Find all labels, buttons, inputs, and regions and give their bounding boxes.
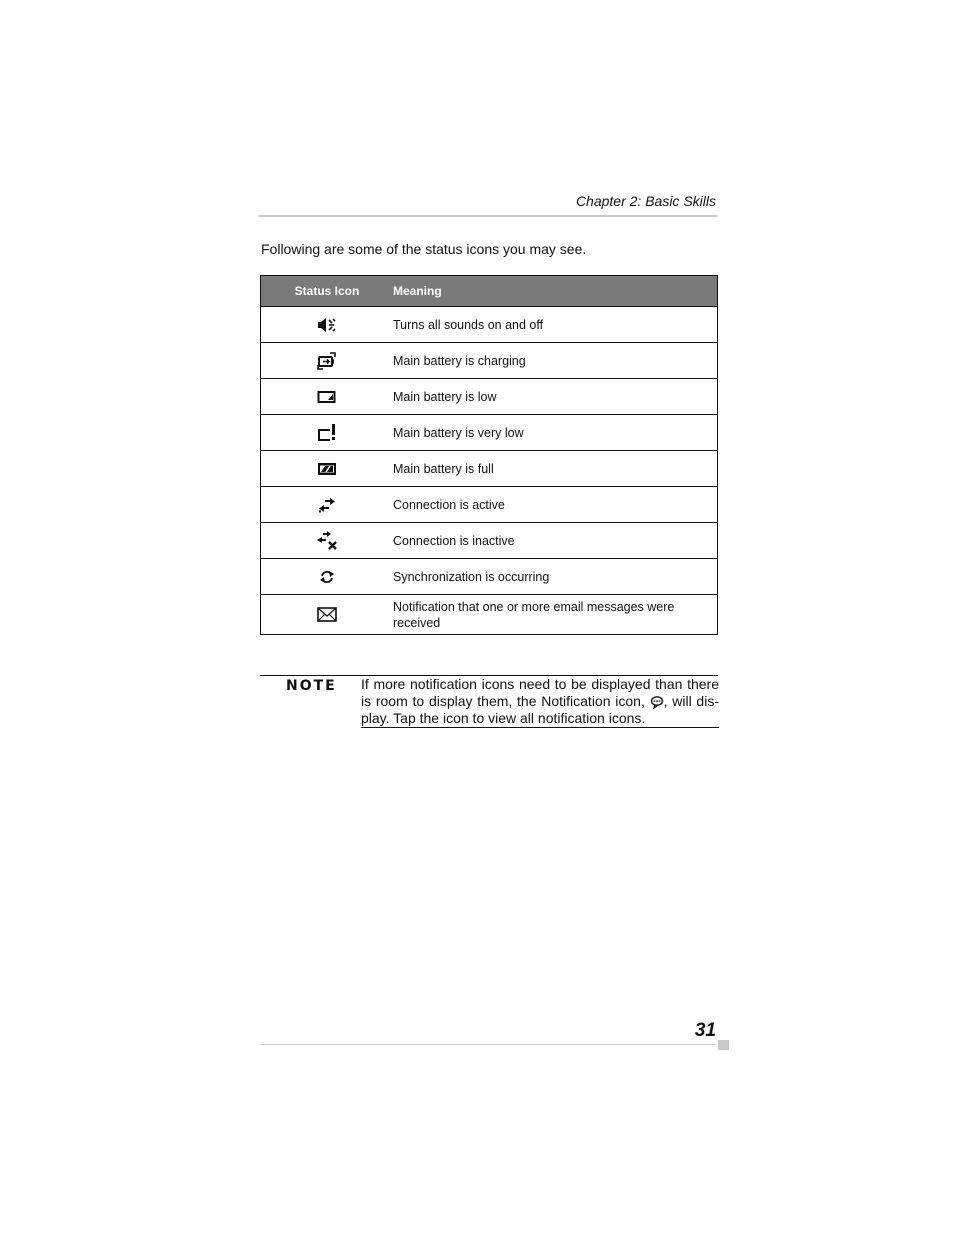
connection-active-icon: [318, 497, 336, 513]
intro-text: Following are some of the status icons you may see.: [261, 241, 587, 257]
icon-cell: [261, 343, 394, 379]
meaning-cell: Connection is inactive: [393, 523, 718, 559]
note-rule-bottom: [361, 727, 719, 728]
header-rule: [259, 215, 717, 217]
note-text: [361, 676, 719, 727]
meaning-cell: Connection is active: [393, 487, 718, 523]
table-row: [261, 451, 718, 487]
status-icon-table: [260, 275, 718, 635]
meaning-cell: Main battery is charging: [393, 343, 718, 379]
icon-cell: [261, 559, 394, 595]
icon-cell: [261, 451, 394, 487]
meaning-cell: Main battery is full: [393, 451, 718, 487]
battery-low-icon: [317, 390, 337, 404]
table-row: [261, 595, 718, 635]
battery-full-icon: [317, 462, 337, 476]
table-header-row: [261, 276, 718, 307]
table-row: [261, 559, 718, 595]
meaning-cell: Main battery is very low: [393, 415, 718, 451]
connection-inactive-icon: [316, 531, 338, 551]
table-row: [261, 487, 718, 523]
page-number: 31: [694, 1020, 716, 1041]
email-icon: [317, 607, 337, 622]
note-text-before: If more notification icons need to be displayed than there is room to display them, the Notification icon,: [361, 676, 719, 709]
table-row: [261, 307, 718, 343]
icon-cell: [261, 415, 394, 451]
table-row: [261, 415, 718, 451]
notification-icon: [650, 695, 664, 709]
speaker-icon: [317, 317, 337, 333]
icon-cell: [261, 307, 394, 343]
battery-very-low-icon: [317, 423, 337, 443]
icon-cell: [261, 379, 394, 415]
icon-cell: [261, 523, 394, 559]
meaning-cell: Synchronization is occurring: [393, 559, 718, 595]
footer-square: [718, 1040, 729, 1050]
note-text-after: , will display. Tap the icon to view all notification icons.: [361, 693, 719, 726]
meaning-cell: Turns all sounds on and off: [393, 307, 718, 343]
icon-cell: [261, 595, 394, 635]
note-label: NOTE: [286, 678, 337, 694]
table-row: [261, 523, 718, 559]
table-row: [261, 343, 718, 379]
battery-charging-icon: [317, 352, 337, 370]
column-header-meaning: Meaning: [393, 276, 718, 307]
footer-rule: [260, 1044, 716, 1045]
icon-cell: [261, 487, 394, 523]
table-row: [261, 379, 718, 415]
sync-icon: [319, 569, 335, 585]
column-header-status-icon: Status Icon: [261, 276, 394, 307]
chapter-header: Chapter 2: Basic Skills: [575, 193, 716, 209]
meaning-cell: Main battery is low: [393, 379, 718, 415]
meaning-cell: Notification that one or more email messages were received: [393, 595, 718, 635]
